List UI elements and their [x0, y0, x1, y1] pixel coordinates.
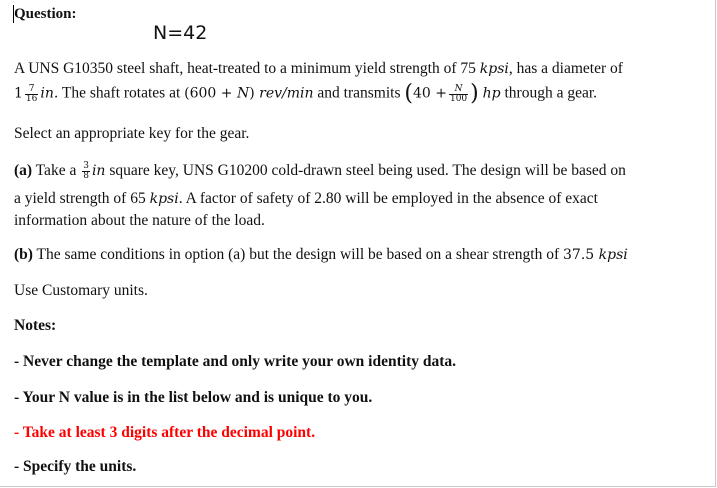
part-a-text: . A factor of safety of 2.80 will be employed in the absence of exact	[178, 190, 598, 207]
hp-open-paren: (	[404, 81, 413, 106]
unit-kpsi: kpsi	[479, 61, 509, 77]
hp-base: 40 +	[412, 85, 447, 102]
part-b-label: (b)	[14, 246, 33, 263]
problem-text: A UNS G10350 steel shaft, heat-treated to a minimum yield strength of 75	[14, 60, 480, 77]
n-value-label: N=42	[153, 22, 208, 44]
problem-text: , has a diameter of	[508, 60, 623, 77]
problem-text: The shaft rotates at	[58, 84, 185, 102]
problem-text: through a gear.	[500, 84, 598, 102]
fraction-denominator: 100	[449, 93, 468, 104]
question-heading: Question:	[14, 6, 77, 22]
key-size-fraction	[82, 162, 90, 181]
note-item-highlighted: - Take at least 3 digits after the decimal point.	[14, 424, 316, 441]
part-b-text: The same conditions in option (a) but the design will be based on a shear strength of	[32, 246, 563, 263]
part-a-line-1	[14, 162, 626, 181]
part-a-text: a yield strength of 65	[14, 190, 150, 207]
part-a-label: (a)	[14, 162, 33, 180]
unit-kpsi: kpsi	[598, 247, 628, 263]
unit-hp: hp	[482, 85, 501, 102]
units-instruction: Use Customary units.	[14, 282, 148, 299]
problem-text: and transmits	[313, 84, 405, 102]
unit-rev-min: rev/min	[259, 85, 314, 102]
diameter-whole: 1	[14, 85, 23, 102]
hp-close-paren: )	[470, 81, 479, 106]
unit-inch: in	[91, 163, 106, 180]
note-item: - Your N value is in the list below and is unique to you.	[14, 389, 373, 406]
rpm-expression: (600 +	[184, 85, 237, 102]
part-a-text: Take a	[32, 162, 81, 180]
part-a-text: square key, UNS G10200 cold-drawn steel being used. The design will be based on	[105, 162, 626, 180]
variable-n: N	[236, 85, 250, 102]
fraction-numerator: 3	[83, 161, 89, 171]
fraction-denominator: 16	[25, 93, 38, 104]
select-key-text: Select an appropriate key for the gear.	[14, 125, 250, 142]
note-item: - Never change the template and only write your own identity data.	[14, 353, 457, 370]
diameter-fraction	[25, 85, 38, 104]
part-a-line-3: information about the nature of the load.	[14, 212, 265, 229]
unit-kpsi: kpsi	[149, 191, 179, 207]
fraction-numerator: 7	[25, 85, 38, 95]
fraction-denominator: 8	[83, 171, 89, 181]
shear-strength-value: 37.5	[563, 247, 599, 263]
notes-heading: Notes:	[14, 317, 57, 334]
problem-line-2	[14, 81, 598, 106]
hp-fraction	[449, 85, 468, 104]
problem-line-1	[14, 60, 623, 78]
rpm-close: )	[249, 85, 260, 102]
part-b-line	[14, 246, 628, 264]
note-item: - Specify the units.	[14, 458, 137, 475]
part-a-line-2	[14, 190, 598, 208]
fraction-numerator: N	[449, 85, 468, 95]
unit-inch: in.	[40, 85, 59, 102]
